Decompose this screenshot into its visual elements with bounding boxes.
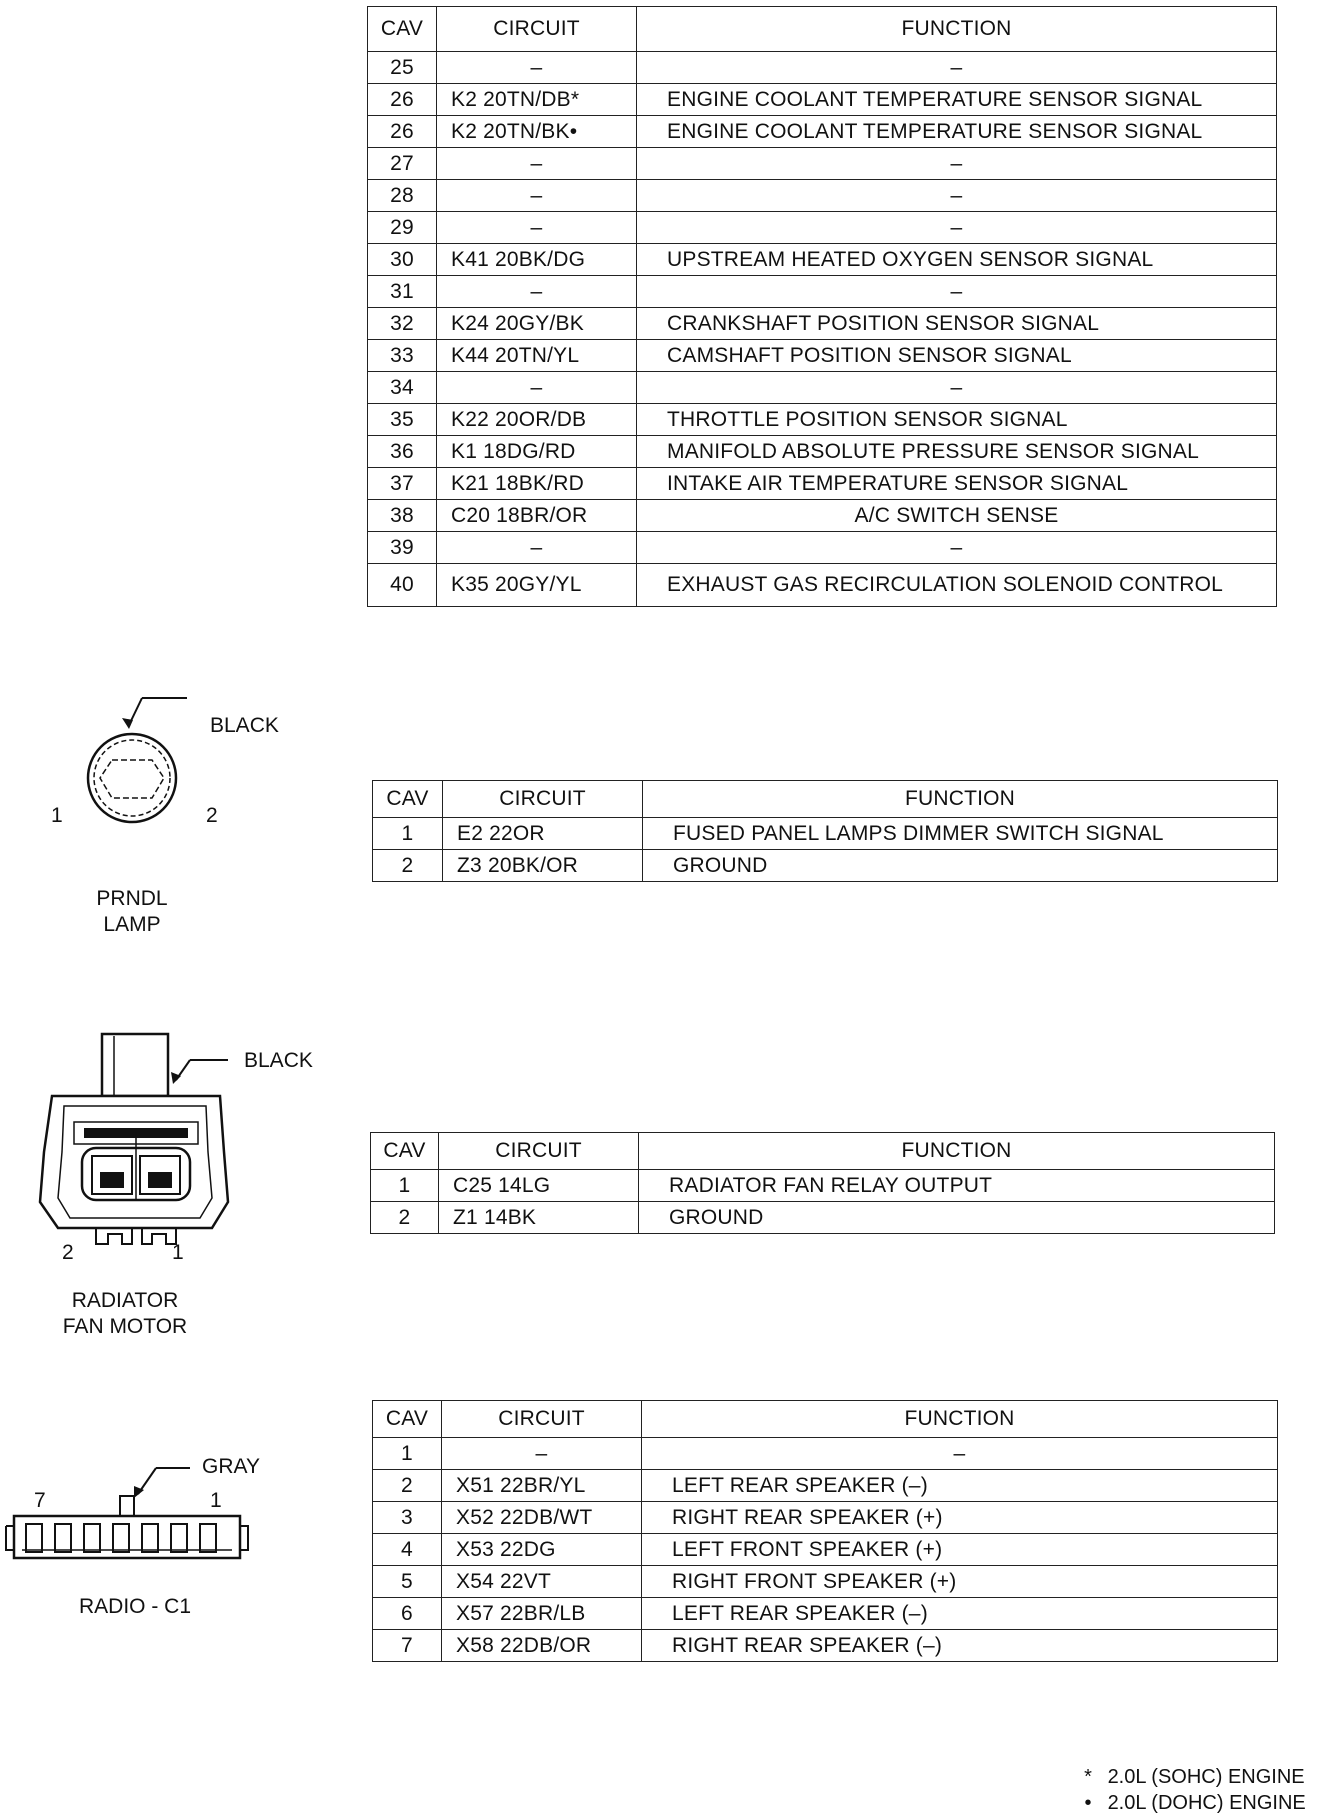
legend-text: 2.0L (DOHC) ENGINE — [1107, 1792, 1306, 1814]
cav-cell: 2 — [371, 1202, 439, 1234]
circuit-cell: Z3 20BK/OR — [443, 850, 643, 882]
function-cell: LEFT FRONT SPEAKER (+) — [642, 1534, 1278, 1566]
main-pinout-table — [367, 6, 1277, 607]
cav-cell: 1 — [373, 1438, 442, 1470]
legend-item — [1074, 1764, 1306, 1790]
table-row — [368, 212, 1277, 244]
function-cell: INTAKE AIR TEMPERATURE SENSOR SIGNAL — [637, 468, 1277, 500]
function-cell: GROUND — [643, 850, 1278, 882]
table-row — [368, 116, 1277, 148]
table-header-row — [373, 781, 1278, 818]
function-cell: – — [637, 532, 1277, 564]
radiator-fan-connector-drawing — [18, 1032, 258, 1262]
table-row — [368, 340, 1277, 372]
prndl-color-label: BLACK — [210, 714, 279, 737]
circuit-cell: X54 22VT — [442, 1566, 642, 1598]
circuit-cell: X57 22BR/LB — [442, 1598, 642, 1630]
cav-cell: 31 — [368, 276, 437, 308]
prndl-connector-name — [60, 886, 204, 938]
cav-cell: 35 — [368, 404, 437, 436]
table-row — [368, 180, 1277, 212]
radio-pinout-table — [372, 1400, 1278, 1662]
table-header-row — [373, 1401, 1278, 1438]
cav-cell: 39 — [368, 532, 437, 564]
function-header: FUNCTION — [643, 781, 1278, 818]
prndl-pinout-table — [372, 780, 1278, 882]
function-cell: – — [637, 372, 1277, 404]
cav-cell: 34 — [368, 372, 437, 404]
legend-symbol: * — [1084, 1766, 1092, 1788]
cav-cell: 28 — [368, 180, 437, 212]
cav-cell: 1 — [373, 818, 443, 850]
table-row — [373, 1502, 1278, 1534]
circuit-cell: K24 20GY/BK — [437, 308, 637, 340]
function-cell: – — [637, 52, 1277, 84]
fan-name-line2: FAN MOTOR — [62, 1315, 188, 1338]
cav-header: CAV — [371, 1133, 439, 1170]
circuit-cell: X52 22DB/WT — [442, 1502, 642, 1534]
prndl-pin-left: 1 — [51, 804, 63, 827]
cav-cell: 25 — [368, 52, 437, 84]
cav-cell: 36 — [368, 436, 437, 468]
cav-cell: 3 — [373, 1502, 442, 1534]
table-row — [373, 1598, 1278, 1630]
circuit-cell: X58 22DB/OR — [442, 1630, 642, 1662]
prndl-name-line1: PRNDL — [96, 887, 168, 910]
function-cell: CAMSHAFT POSITION SENSOR SIGNAL — [637, 340, 1277, 372]
table-row — [373, 1566, 1278, 1598]
table-row — [371, 1202, 1275, 1234]
cav-cell: 5 — [373, 1566, 442, 1598]
fan-color-label: BLACK — [244, 1049, 313, 1072]
circuit-cell: X53 22DG — [442, 1534, 642, 1566]
circuit-header: CIRCUIT — [437, 7, 637, 52]
function-cell: RADIATOR FAN RELAY OUTPUT — [639, 1170, 1275, 1202]
cav-header: CAV — [368, 7, 437, 52]
cav-cell: 40 — [368, 564, 437, 607]
function-cell: – — [637, 180, 1277, 212]
fan-name-line1: RADIATOR — [71, 1289, 179, 1312]
circuit-header: CIRCUIT — [443, 781, 643, 818]
circuit-cell: K22 20OR/DB — [437, 404, 637, 436]
radio-connector-name: RADIO - C1 — [78, 1595, 191, 1618]
table-row — [368, 532, 1277, 564]
function-cell: MANIFOLD ABSOLUTE PRESSURE SENSOR SIGNAL — [637, 436, 1277, 468]
table-header-row — [368, 7, 1277, 52]
function-header: FUNCTION — [639, 1133, 1275, 1170]
cav-header: CAV — [373, 781, 443, 818]
function-cell: – — [637, 148, 1277, 180]
table-row — [368, 276, 1277, 308]
cav-cell: 4 — [373, 1534, 442, 1566]
function-cell: GROUND — [639, 1202, 1275, 1234]
table-row — [368, 52, 1277, 84]
engine-legend — [1074, 1764, 1306, 1816]
function-cell: – — [637, 276, 1277, 308]
radio-pin-right: 1 — [210, 1489, 222, 1512]
function-cell: CRANKSHAFT POSITION SENSOR SIGNAL — [637, 308, 1277, 340]
function-cell: A/C SWITCH SENSE — [637, 500, 1277, 532]
fan-connector-name — [40, 1288, 210, 1340]
table-row — [373, 1630, 1278, 1662]
table-row — [373, 818, 1278, 850]
circuit-cell: K2 20TN/BK• — [437, 116, 637, 148]
table-row — [368, 244, 1277, 276]
function-cell: RIGHT FRONT SPEAKER (+) — [642, 1566, 1278, 1598]
cav-header: CAV — [373, 1401, 442, 1438]
radio-pin-left: 7 — [34, 1489, 46, 1512]
cav-cell: 38 — [368, 500, 437, 532]
fan-pinout-table — [370, 1132, 1275, 1234]
cav-cell: 29 — [368, 212, 437, 244]
function-header: FUNCTION — [642, 1401, 1278, 1438]
function-cell: – — [642, 1438, 1278, 1470]
table-header-row — [371, 1133, 1275, 1170]
prndl-pin-right: 2 — [206, 804, 218, 827]
circuit-cell: – — [437, 148, 637, 180]
table-row — [368, 84, 1277, 116]
cav-cell: 26 — [368, 116, 437, 148]
fan-pin-left: 2 — [62, 1241, 74, 1264]
table-row — [368, 500, 1277, 532]
table-row — [368, 564, 1277, 607]
table-row — [368, 148, 1277, 180]
circuit-cell: K35 20GY/YL — [437, 564, 637, 607]
circuit-cell: X51 22BR/YL — [442, 1470, 642, 1502]
circuit-header: CIRCUIT — [442, 1401, 642, 1438]
legend-text: 2.0L (SOHC) ENGINE — [1107, 1766, 1305, 1788]
cav-cell: 27 — [368, 148, 437, 180]
function-cell: RIGHT REAR SPEAKER (–) — [642, 1630, 1278, 1662]
circuit-cell: – — [437, 372, 637, 404]
circuit-cell: C20 18BR/OR — [437, 500, 637, 532]
cav-cell: 2 — [373, 1470, 442, 1502]
circuit-cell: – — [437, 180, 637, 212]
function-cell: ENGINE COOLANT TEMPERATURE SENSOR SIGNAL — [637, 116, 1277, 148]
function-cell: RIGHT REAR SPEAKER (+) — [642, 1502, 1278, 1534]
function-cell: LEFT REAR SPEAKER (–) — [642, 1470, 1278, 1502]
cav-cell: 26 — [368, 84, 437, 116]
table-row — [373, 1438, 1278, 1470]
circuit-header: CIRCUIT — [439, 1133, 639, 1170]
table-row — [368, 436, 1277, 468]
circuit-cell: – — [437, 532, 637, 564]
table-row — [368, 404, 1277, 436]
function-cell: THROTTLE POSITION SENSOR SIGNAL — [637, 404, 1277, 436]
function-cell: – — [637, 212, 1277, 244]
legend-symbol: • — [1084, 1792, 1092, 1814]
circuit-cell: K2 20TN/DB* — [437, 84, 637, 116]
cav-cell: 30 — [368, 244, 437, 276]
table-row — [371, 1170, 1275, 1202]
circuit-cell: – — [437, 276, 637, 308]
circuit-cell: K1 18DG/RD — [437, 436, 637, 468]
table-row — [368, 308, 1277, 340]
circuit-cell: K44 20TN/YL — [437, 340, 637, 372]
cav-cell: 7 — [373, 1630, 442, 1662]
circuit-cell: E2 22OR — [443, 818, 643, 850]
circuit-cell: Z1 14BK — [439, 1202, 639, 1234]
table-row — [368, 468, 1277, 500]
cav-cell: 32 — [368, 308, 437, 340]
function-cell: UPSTREAM HEATED OXYGEN SENSOR SIGNAL — [637, 244, 1277, 276]
function-cell: FUSED PANEL LAMPS DIMMER SWITCH SIGNAL — [643, 818, 1278, 850]
table-row — [373, 1534, 1278, 1566]
circuit-cell: C25 14LG — [439, 1170, 639, 1202]
circuit-cell: K41 20BK/DG — [437, 244, 637, 276]
circuit-cell: – — [437, 212, 637, 244]
cav-cell: 6 — [373, 1598, 442, 1630]
fan-pin-right: 1 — [172, 1241, 184, 1264]
function-cell: LEFT REAR SPEAKER (–) — [642, 1598, 1278, 1630]
legend-item — [1074, 1790, 1306, 1816]
table-row — [373, 850, 1278, 882]
table-row — [373, 1470, 1278, 1502]
cav-cell: 33 — [368, 340, 437, 372]
radio-color-label: GRAY — [202, 1455, 260, 1478]
prndl-name-line2: LAMP — [103, 913, 161, 936]
function-cell: EXHAUST GAS RECIRCULATION SOLENOID CONTROL — [637, 564, 1277, 607]
circuit-cell: K21 18BK/RD — [437, 468, 637, 500]
function-cell: ENGINE COOLANT TEMPERATURE SENSOR SIGNAL — [637, 84, 1277, 116]
cav-cell: 2 — [373, 850, 443, 882]
function-header: FUNCTION — [637, 7, 1277, 52]
circuit-cell: – — [437, 52, 637, 84]
table-row — [368, 372, 1277, 404]
cav-cell: 1 — [371, 1170, 439, 1202]
cav-cell: 37 — [368, 468, 437, 500]
circuit-cell: – — [442, 1438, 642, 1470]
